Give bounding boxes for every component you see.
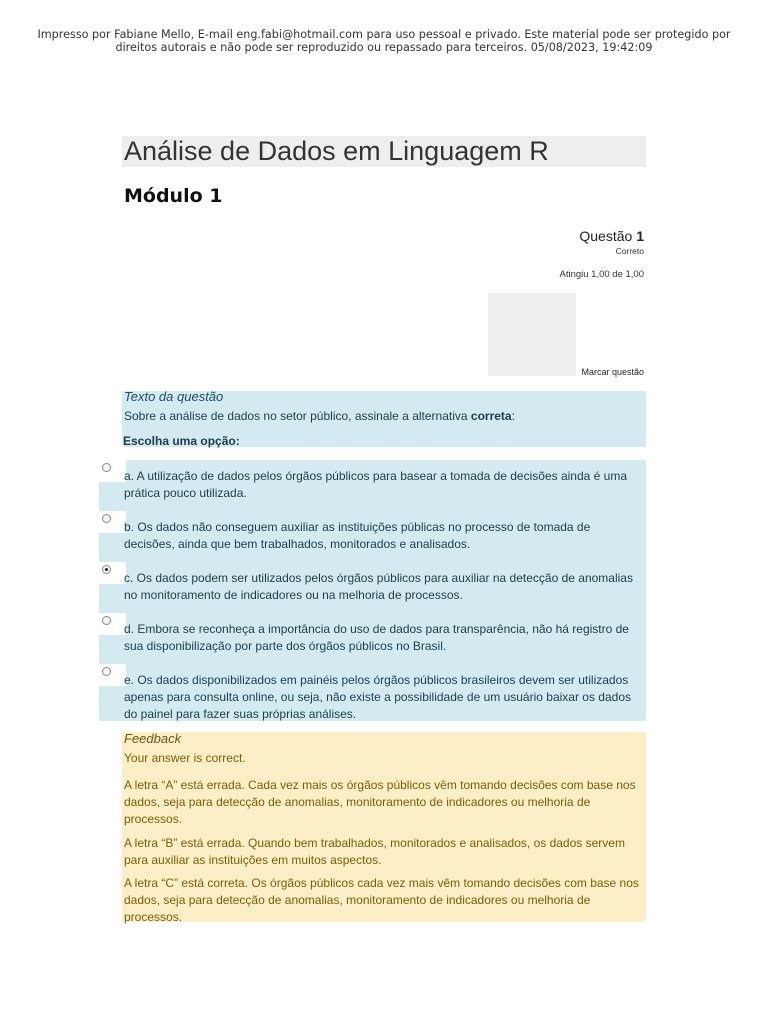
question-grade: Atingiu 1,00 de 1,00: [559, 269, 644, 280]
statement-prefix: Sobre a análise de dados no setor público, assinale a alternativa: [124, 409, 468, 423]
radio-icon[interactable]: [102, 514, 111, 523]
radio-option-b[interactable]: [99, 511, 126, 533]
feedback-correct-message: Your answer is correct.: [124, 751, 246, 765]
flag-question-link[interactable]: Marcar questão: [581, 367, 644, 377]
radio-icon[interactable]: [102, 667, 111, 676]
radio-option-c[interactable]: [99, 562, 126, 584]
radio-icon[interactable]: [102, 616, 111, 625]
choose-option-prompt: Escolha uma opção:: [123, 434, 240, 448]
statement-bold: correta: [470, 409, 512, 423]
feedback-explanation-a: A letra “A” está errada. Cada vez mais os órgãos públicos vêm tomando decisões com base nos dados, seja para detecção de anomalias, monitoramento de indicadores ou melhoria de processos.: [124, 778, 636, 826]
option-c[interactable]: c. Os dados podem ser utilizados pelos órgãos públicos para auxiliar na detecção de anomalias no monitoramento de indicadores ou na melhoria de processos.: [124, 571, 633, 602]
radio-icon[interactable]: [102, 463, 111, 472]
radio-checked-icon[interactable]: [102, 565, 111, 574]
question-text-heading: Texto da questão: [124, 389, 224, 404]
course-title: Análise de Dados em Linguagem R: [122, 136, 646, 167]
option-d[interactable]: d. Embora se reconheça a importância do uso de dados para transparência, não há registro de sua disponibilização por parte dos órgãos públicos no Brasil.: [124, 622, 629, 653]
module-title: Módulo 1: [124, 185, 223, 207]
print-watermark: Impresso por Fabiane Mello, E-mail eng.fabi@hotmail.com para uso pessoal e privado. Este material pode ser protegido por direitos autorais e não pode ser reproduzido ou repassado para terceiros. 05/08/2023, 19:42:09: [37, 28, 731, 54]
question-info: [559, 228, 644, 280]
radio-option-a[interactable]: [99, 460, 126, 482]
question-number: [559, 228, 644, 244]
feedback-explanation-b: A letra “B” está errada. Quando bem trabalhados, monitorados e analisados, os dados servem para auxiliar as instituições em muitos aspectos.: [124, 836, 625, 867]
statement-suffix: :: [511, 409, 515, 423]
question-number-value: 1: [636, 228, 644, 244]
feedback-panel: [122, 732, 646, 922]
radio-option-d[interactable]: [99, 613, 126, 635]
feedback-heading: Feedback: [124, 731, 182, 746]
question-state: Correto: [615, 246, 644, 256]
question-statement: [124, 409, 515, 423]
answer-options: [99, 460, 646, 721]
question-text-panel: [122, 391, 646, 447]
radio-option-e[interactable]: [99, 664, 126, 686]
question-label: Questão: [579, 228, 633, 244]
option-a[interactable]: a. A utilização de dados pelos órgãos públicos para basear a tomada de decisões ainda é uma prática pouco utilizada.: [124, 469, 628, 500]
option-e[interactable]: e. Os dados disponibilizados em painéis pelos órgãos públicos brasileiros devem ser utilizados apenas para consulta online, ou seja, não existe a possibilidade de um usuário baixar os dados do painel para fazer suas próprias análises.: [124, 673, 631, 721]
feedback-explanation-c: A letra “C” está correta. Os órgãos públicos cada vez mais vêm tomando decisões com base nos dados, seja para detecção de anomalias, monitoramento de indicadores ou melhoria de processos.: [124, 876, 639, 924]
option-b[interactable]: b. Os dados não conseguem auxiliar as instituições públicas no processo de tomada de decisões, ainda que bem trabalhados, monitorados e analisados.: [124, 520, 591, 551]
flag-question-icon[interactable]: [488, 293, 576, 376]
